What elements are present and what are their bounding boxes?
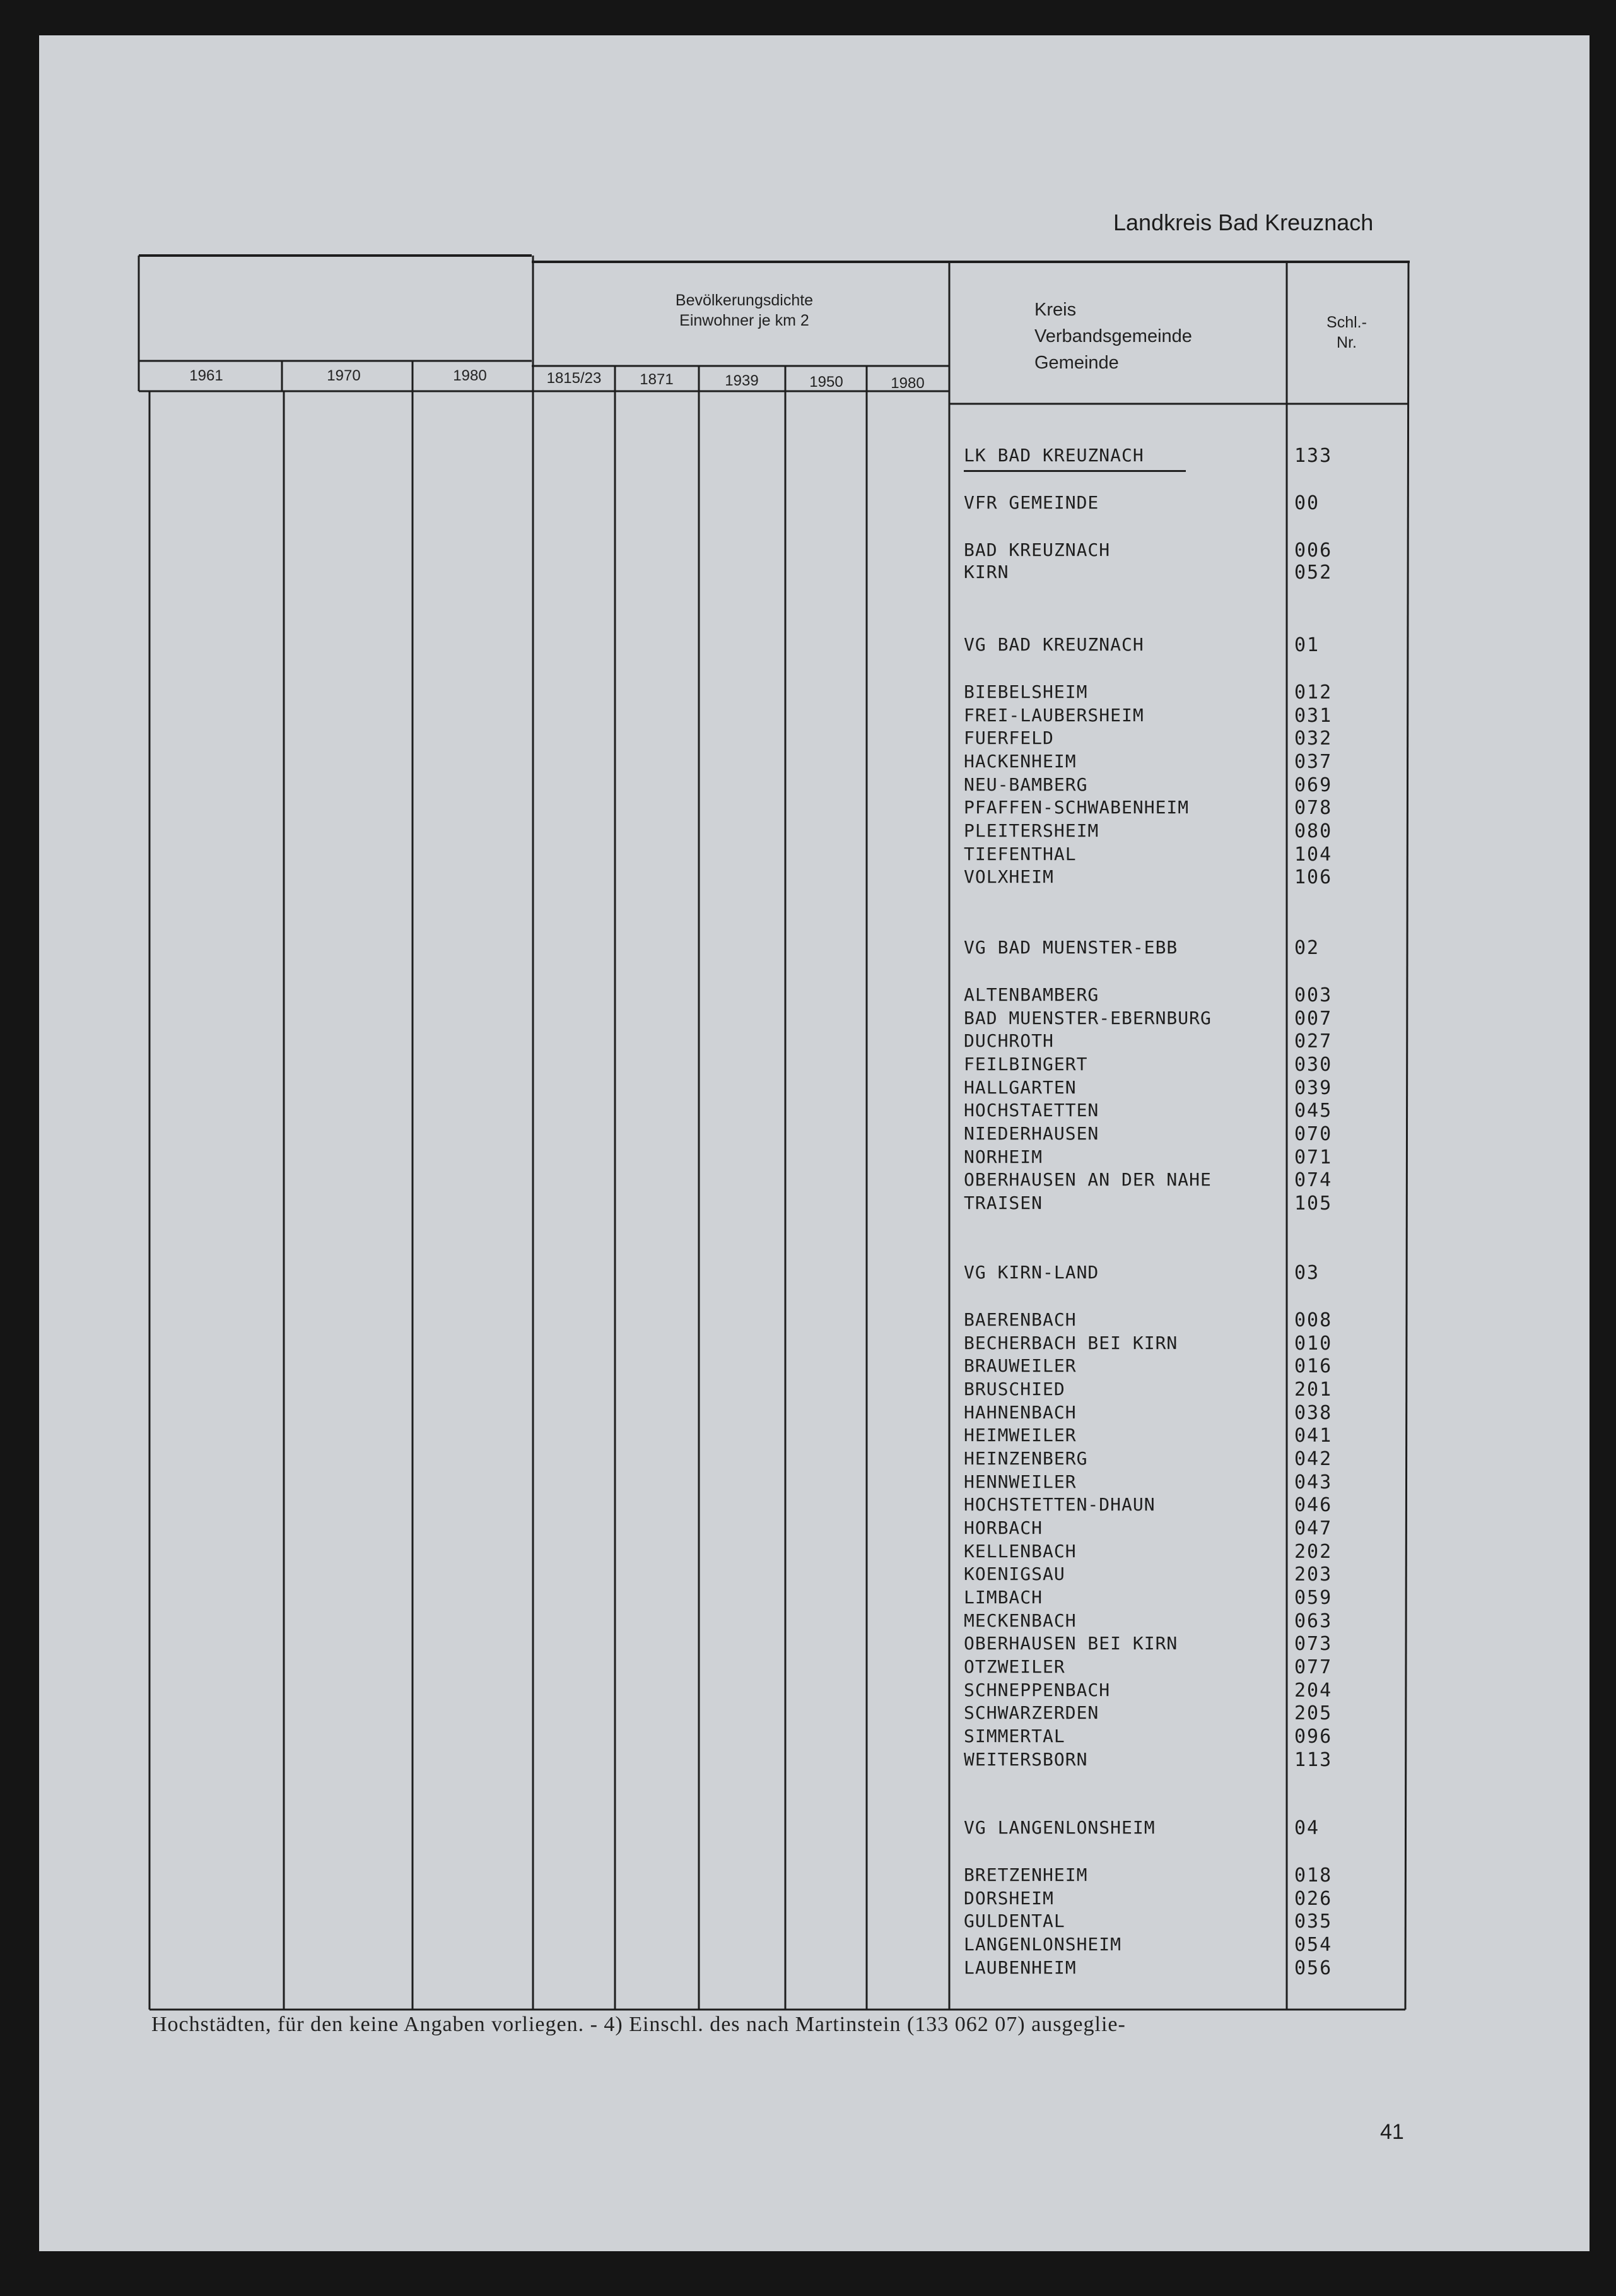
table-cell-name: HORBACH — [964, 1517, 1043, 1538]
density-year-1871: 1871 — [640, 371, 674, 388]
table-cell-name: VG BAD KREUZNACH — [964, 634, 1144, 655]
table-cell-code: 01 — [1294, 634, 1320, 656]
table-cell-name: OBERHAUSEN AN DER NAHE — [964, 1169, 1212, 1190]
table-cell-name: NIEDERHAUSEN — [964, 1123, 1099, 1144]
table-cell-code: 080 — [1294, 820, 1333, 842]
table-cell-name: TIEFENTHAL — [964, 844, 1077, 864]
table-cell-code: 008 — [1294, 1309, 1333, 1331]
district-title: Landkreis Bad Kreuznach — [1113, 209, 1374, 235]
table-cell-name: OBERHAUSEN BEI KIRN — [964, 1633, 1178, 1654]
pop-year-1970: 1970 — [327, 367, 361, 384]
table-cell-name: LAUBENHEIM — [964, 1957, 1077, 1978]
table-cell-name: BRUSCHIED — [964, 1379, 1065, 1399]
table-cell-name: VFR GEMEINDE — [964, 492, 1099, 513]
table-cell-name: PLEITERSHEIM — [964, 820, 1099, 841]
density-year-1815-23: 1815/23 — [546, 370, 602, 387]
table-cell-code: 041 — [1294, 1425, 1333, 1447]
table-cell-code: 042 — [1294, 1448, 1333, 1470]
table-cell-code: 205 — [1294, 1702, 1333, 1724]
table-cell-name: HEIMWEILER — [964, 1425, 1077, 1445]
density-year-1939: 1939 — [725, 372, 759, 389]
table-cell-name: BAERENBACH — [964, 1309, 1077, 1330]
table-cell-code: 003 — [1294, 984, 1333, 1006]
footnote: Hochstädten, für den keine Angaben vorliegen. - 4) Einschl. des nach Martinstein (133 062 07) ausgeglie- — [151, 2013, 1126, 2036]
table-cell-code: 054 — [1294, 1934, 1333, 1956]
table-cell-name: TRAISEN — [964, 1192, 1043, 1213]
table-cell-name: SCHNEPPENBACH — [964, 1680, 1111, 1700]
table-cell-name: OTZWEILER — [964, 1656, 1065, 1677]
table-cell-code: 02 — [1294, 937, 1320, 959]
table-cell-code: 069 — [1294, 774, 1333, 796]
table-cell-code: 027 — [1294, 1030, 1333, 1052]
density-year-1950: 1950 — [809, 374, 843, 391]
table-cell-code: 047 — [1294, 1517, 1333, 1539]
table-cell-code: 104 — [1294, 844, 1333, 866]
table-cell-code: 006 — [1294, 539, 1333, 562]
table-cell-name: BRAUWEILER — [964, 1355, 1077, 1376]
table-cell-code: 073 — [1294, 1633, 1333, 1655]
table-cell-code: 113 — [1294, 1749, 1333, 1771]
table-cell-name: NORHEIM — [964, 1146, 1043, 1167]
table-cell-code: 078 — [1294, 797, 1333, 819]
table-cell-name: LK BAD KREUZNACH — [964, 445, 1144, 466]
pop-year-1980: 1980 — [453, 367, 487, 384]
table-cell-name: HOCHSTETTEN-DHAUN — [964, 1494, 1156, 1515]
table-cell-name: LANGENLONSHEIM — [964, 1934, 1122, 1955]
table-cell-code: 035 — [1294, 1910, 1333, 1933]
table-cell-name: SCHWARZERDEN — [964, 1702, 1099, 1723]
table-cell-code: 043 — [1294, 1471, 1333, 1493]
table-cell-code: 096 — [1294, 1726, 1333, 1748]
title-underline — [964, 470, 1186, 472]
table-cell-code: 046 — [1294, 1494, 1333, 1516]
table-cell-code: 063 — [1294, 1610, 1333, 1632]
table-cell-name: LIMBACH — [964, 1587, 1043, 1608]
table-cell-name: PFAFFEN-SCHWABENHEIM — [964, 797, 1190, 818]
table-cell-code: 201 — [1294, 1379, 1333, 1401]
table-cell-code: 012 — [1294, 681, 1333, 704]
table-cell-code: 037 — [1294, 751, 1333, 773]
table-cell-name: NEU-BAMBERG — [964, 774, 1088, 795]
table-cell-code: 056 — [1294, 1957, 1333, 1979]
table-cell-name: VOLXHEIM — [964, 866, 1054, 887]
table-cell-name: FUERFELD — [964, 727, 1054, 748]
table-cell-code: 204 — [1294, 1680, 1333, 1702]
table-cell-name: ALTENBAMBERG — [964, 984, 1099, 1005]
table-cell-code: 031 — [1294, 705, 1333, 727]
table-cell-name: KIRN — [964, 562, 1009, 582]
table-cell-name: VG KIRN-LAND — [964, 1262, 1099, 1283]
table-cell-code: 030 — [1294, 1054, 1333, 1076]
table-cell-name: HACKENHEIM — [964, 751, 1077, 772]
table-cell-code: 202 — [1294, 1541, 1333, 1563]
table-cell-name: BIEBELSHEIM — [964, 681, 1088, 702]
table-cell-name: VG LANGENLONSHEIM — [964, 1817, 1156, 1838]
table-cell-name: VG BAD MUENSTER-EBB — [964, 937, 1178, 958]
table-cell-name: BECHERBACH BEI KIRN — [964, 1333, 1178, 1353]
page-number: 41 — [1380, 2120, 1404, 2144]
table-cell-code: 026 — [1294, 1888, 1333, 1910]
table-cell-code: 039 — [1294, 1077, 1333, 1099]
table-cell-code: 038 — [1294, 1402, 1333, 1424]
table-cell-code: 045 — [1294, 1100, 1333, 1122]
table-cell-code: 106 — [1294, 866, 1333, 888]
table-cell-name: BAD KREUZNACH — [964, 539, 1111, 560]
table-cell-code: 007 — [1294, 1008, 1333, 1030]
table-cell-code: 133 — [1294, 445, 1333, 467]
table-cell-name: HAHNENBACH — [964, 1402, 1077, 1423]
table-cell-name: SIMMERTAL — [964, 1726, 1065, 1746]
table-cell-code: 03 — [1294, 1262, 1320, 1284]
table-cell-code: 059 — [1294, 1587, 1333, 1609]
table-cell-code: 032 — [1294, 727, 1333, 750]
table-cell-name: BRETZENHEIM — [964, 1864, 1088, 1885]
table-cell-name: GULDENTAL — [964, 1910, 1065, 1931]
table-cell-name: DORSHEIM — [964, 1888, 1054, 1909]
table-cell-name: WEITERSBORN — [964, 1749, 1088, 1770]
table-cell-code: 04 — [1294, 1817, 1320, 1839]
table-cell-name: MECKENBACH — [964, 1610, 1077, 1631]
table-cell-name: HENNWEILER — [964, 1471, 1077, 1492]
table-cell-code: 010 — [1294, 1333, 1333, 1355]
table-cell-name: KOENIGSAU — [964, 1563, 1065, 1584]
table-cell-code: 016 — [1294, 1355, 1333, 1377]
table-cell-name: HOCHSTAETTEN — [964, 1100, 1099, 1121]
table-cell-code: 052 — [1294, 562, 1333, 584]
table-cell-code: 00 — [1294, 492, 1320, 514]
table-cell-code: 105 — [1294, 1192, 1333, 1215]
table-cell-name: DUCHROTH — [964, 1030, 1054, 1051]
pop-year-1961: 1961 — [189, 367, 223, 384]
density-group-header: Bevölkerungsdichte Einwohner je km 2 — [675, 291, 814, 329]
table-cell-code: 070 — [1294, 1123, 1333, 1145]
table-cell-name: HEINZENBERG — [964, 1448, 1088, 1469]
table-cell-name: FREI-LAUBERSHEIM — [964, 705, 1144, 726]
code-column-header: Schl.- Nr. — [1326, 314, 1367, 351]
table-cell-code: 074 — [1294, 1169, 1333, 1191]
name-column-header: Kreis Verbandsgemeinde Gemeinde — [1034, 300, 1192, 373]
table-cell-name: FEILBINGERT — [964, 1054, 1088, 1074]
table-cell-code: 018 — [1294, 1864, 1333, 1887]
table-cell-name: HALLGARTEN — [964, 1077, 1077, 1098]
table-cell-name: BAD MUENSTER-EBERNBURG — [964, 1008, 1212, 1028]
table-cell-code: 077 — [1294, 1656, 1333, 1678]
density-year-1980: 1980 — [891, 375, 925, 392]
table-cell-name: KELLENBACH — [964, 1541, 1077, 1562]
table-cell-code: 203 — [1294, 1563, 1333, 1586]
table-cell-code: 071 — [1294, 1146, 1333, 1169]
